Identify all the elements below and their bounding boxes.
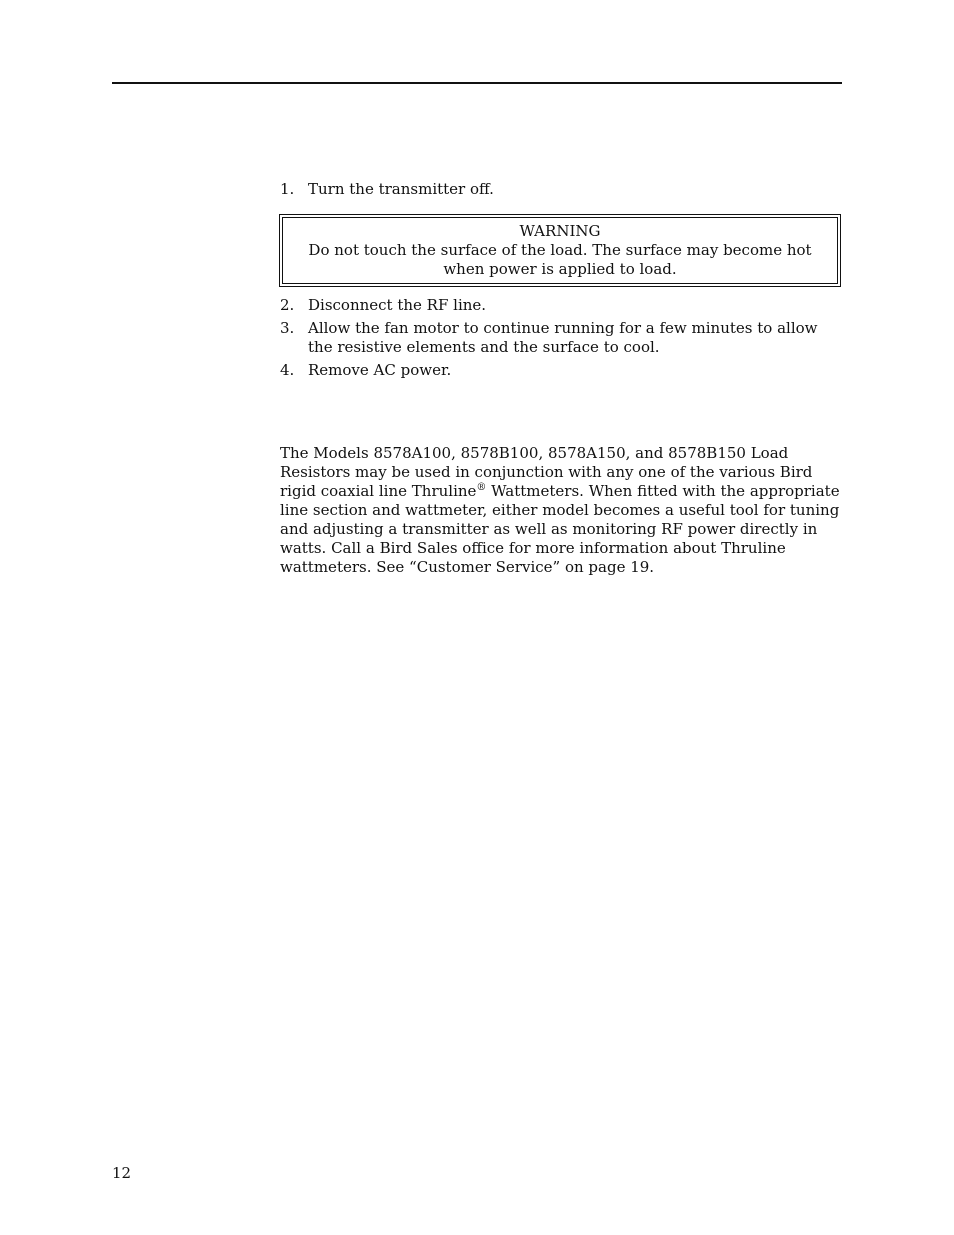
step-text: Turn the transmitter off. <box>308 180 494 198</box>
warning-inner-frame <box>282 217 838 284</box>
registered-mark: ® <box>476 482 487 493</box>
step-4 <box>280 361 840 380</box>
step-number: 2. <box>280 296 295 314</box>
paragraph-text-start: The Models 8578A100, 8578B100, 8578A150, and 8578B150 Load Resistors may be used in conjunction with any one of the various Bird rigid coaxial line Thruline <box>280 444 813 500</box>
step-text: Remove AC power. <box>308 361 452 379</box>
page-number: 12 <box>112 1164 132 1182</box>
paragraph-text-end: Wattmeters. When fitted with the appropriate line section and wattmeter, either model becomes a useful tool for tuning and adjusting a transmitter as well as monitoring RF power directly in watts. Call a Bird Sales office for more information about Thruline wattmeters. See “Customer Service” on page 19. <box>280 482 840 576</box>
step-2 <box>280 296 840 315</box>
step-number: 1. <box>280 180 295 198</box>
step-text: Disconnect the RF line. <box>308 296 487 314</box>
step-3 <box>280 319 840 357</box>
warning-box <box>279 214 841 287</box>
step-number: 3. <box>280 319 295 337</box>
warning-text: Do not touch the surface of the load. The surface may become hot when power is applied to load. <box>308 241 812 278</box>
step-number: 4. <box>280 361 295 379</box>
header-rule <box>112 82 842 84</box>
body-paragraph <box>280 444 842 577</box>
step-text: Allow the fan motor to continue running for a few minutes to allow the resistive elements and the surface to cool. <box>308 319 818 356</box>
step-1 <box>280 180 840 199</box>
warning-title: WARNING <box>519 222 601 240</box>
